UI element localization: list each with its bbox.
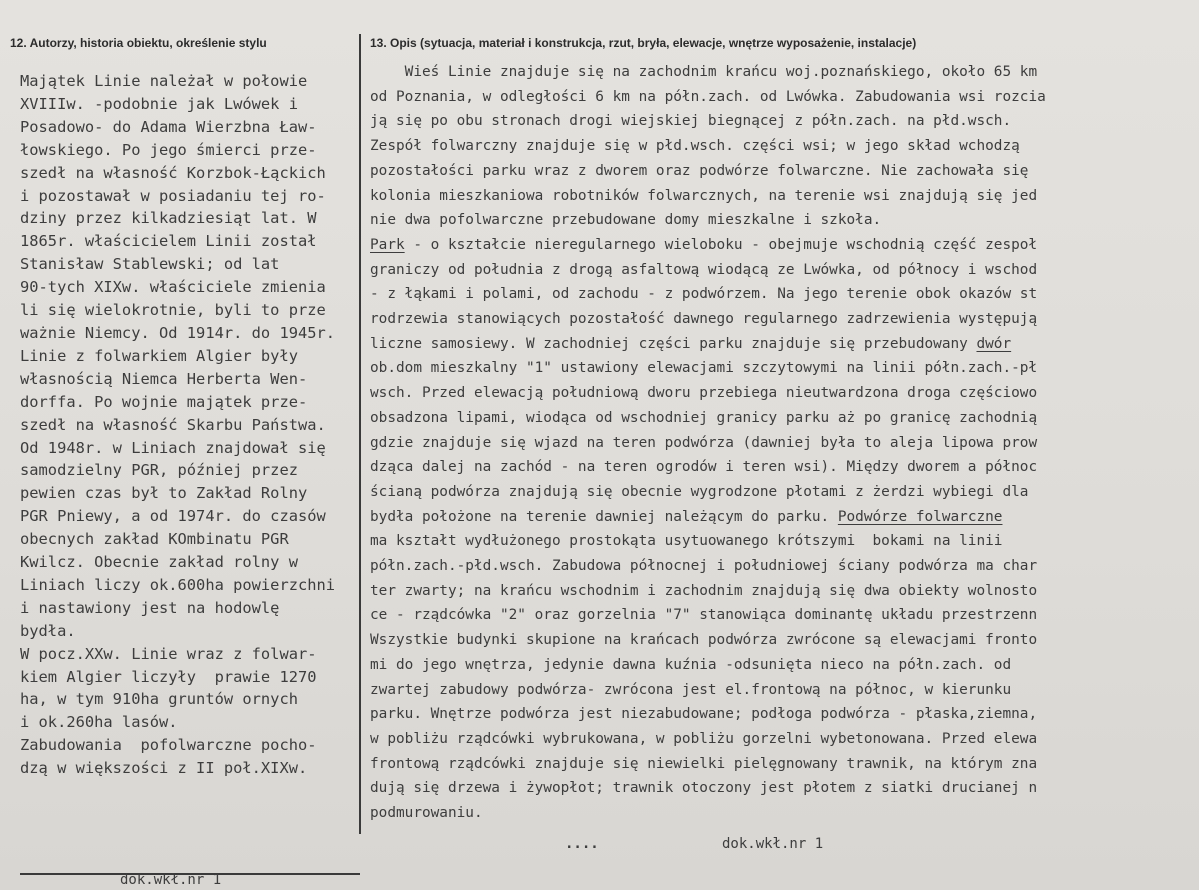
text-segment: półn.zach.-płd.wsch. Zabudowa północnej i południowej ściany podwórza ma char: [370, 558, 1038, 575]
text-line: [370, 702, 1199, 727]
text-line: obecnych zakład KOmbinatu PGR: [20, 530, 289, 549]
text-segment: ma kształt wydłużonego prostokąta usytuowanego krótszymi bokami na linii: [370, 533, 1003, 550]
text-segment: ce - rządcówka "2" oraz gorzelnia "7" stanowiąca dominantę układu przestrzenn: [370, 607, 1038, 624]
text-line: [370, 455, 1199, 480]
text-line: [370, 776, 1199, 801]
text-segment: dząca dalej na zachód - na teren ogrodów i teren wsi). Między dworem a północ: [370, 459, 1038, 476]
text-line: [370, 109, 1199, 134]
text-line: [370, 159, 1199, 184]
text-line: i ok.260ha lasów.: [20, 713, 178, 732]
text-segment: rodrzewia stanowiących pozostałość dawnego regularnego zadrzewienia występują: [370, 311, 1038, 328]
text-segment: mi do jego wnętrza, jedynie dawna kuźnia -odsunięta nieco na półn.zach. od: [370, 656, 1012, 673]
text-segment: dują się drzewa i żywopłot; trawnik otoczony jest płotem z siatki drucianej n: [370, 780, 1038, 797]
text-segment: nie dwa pofolwarczne przebudowane domy mieszkalne i szkoła.: [370, 212, 882, 229]
text-line: Stanisław Stablewski; od lat: [20, 255, 280, 274]
text-line: [370, 579, 1199, 604]
text-line: [370, 356, 1199, 381]
text-line: [370, 480, 1199, 505]
text-segment: Wszystkie budynki skupione na krańcach podwórza zwrócone są elewacjami fronto: [370, 632, 1038, 649]
history-text-column: [20, 70, 358, 780]
document-reference-left: dok.wkł.nr 1: [120, 872, 222, 888]
text-line: [370, 653, 1199, 678]
text-line: 1865r. właścicielem Linii został: [20, 232, 317, 251]
text-line: Majątek Linie należał w połowie: [20, 72, 308, 90]
text-line: pewien czas był to Zakład Rolny: [20, 484, 308, 503]
text-line: [370, 381, 1199, 406]
text-line: Zabudowania pofolwarczne pocho-: [20, 736, 317, 755]
text-line: [370, 208, 1199, 233]
text-segment: w pobliżu rządcówki wybrukowana, w pobliżu gorzelni wybetonowana. Przed elewa: [370, 730, 1038, 747]
text-segment: liczne samosiewy. W zachodniej części parku znajduje się przebudowany: [370, 335, 977, 352]
text-line: Kwilcz. Obecnie zakład rolny w: [20, 553, 298, 572]
underlined-heading: dwór: [976, 335, 1012, 352]
text-segment: zwartej zabudowy podwórza- zwrócona jest el.frontową na północ, w kierunku: [370, 681, 1012, 698]
text-line: ważnie Niemcy. Od 1914r. do 1945r.: [20, 323, 336, 342]
text-line: [370, 134, 1199, 159]
text-line: szedł na własność Skarbu Państwa.: [20, 415, 326, 434]
text-line: [370, 282, 1199, 307]
text-segment: ją się po obu stronach drogi wiejskiej biegnącej z półn.zach. na płd.wsch.: [370, 113, 1012, 130]
text-line: i pozostawał w posiadaniu tej ro-: [20, 186, 326, 205]
column-divider: [359, 34, 361, 834]
text-line: dziny przez kilkadziesiąt lat. W: [20, 209, 317, 228]
text-line: [370, 505, 1199, 530]
section-13-heading: 13. Opis (sytuacja, materiał i konstrukcja, rzut, bryła, elewacje, wnętrze wyposażenie, instalacje): [370, 36, 917, 50]
text-segment: Wieś Linie znajduje się na zachodnim krańcu woj.poznańskiego, około 65 km: [370, 64, 1038, 80]
text-line: Liniach liczy ok.600ha powierzchni: [20, 575, 336, 594]
text-segment: kolonia mieszkaniowa robotników folwarcznych, na terenie wsi znajdują się jed: [370, 187, 1038, 204]
text-line: [370, 431, 1199, 456]
text-line: samodzielny PGR, później przez: [20, 461, 298, 480]
text-segment: parku. Wnętrze podwórza jest niezabudowane; podłoga podwórza - płaska,ziemna,: [370, 706, 1038, 723]
text-line: 90-tych XIXw. właściciele zmienia: [20, 278, 326, 297]
text-line: dzą w większości z II poł.XIXw.: [20, 759, 308, 778]
text-line: XVIIIw. -podobnie jak Lwówek i: [20, 94, 298, 113]
document-reference-right: dok.wkł.nr 1: [722, 836, 824, 852]
text-segment: frontową rządcówki znajduje się niewielki pielęgnowany trawnik, na którym zna: [370, 755, 1038, 772]
text-segment: podmurowaniu.: [370, 805, 483, 822]
text-line: własnością Niemca Herberta Wen-: [20, 369, 308, 388]
text-segment: - o kształcie nieregularnego wieloboku - obejmuje wschodnią część zespoł: [404, 236, 1038, 253]
text-line: [370, 801, 1199, 826]
text-segment: Zespół folwarczny znajduje się w płd.wsch. części wsi; w jego skład wchodzą: [370, 138, 1020, 155]
text-segment: wsch. Przed elewacją południową dworu przebiega nieutwardzona droga częściowo: [370, 385, 1038, 402]
text-line: [370, 258, 1199, 283]
text-line: bydła.: [20, 621, 76, 640]
text-line: [370, 184, 1199, 209]
text-segment: obsadzona lipami, wiodąca od wschodniej granicy parku aż po granicę zachodnią: [370, 409, 1038, 426]
text-line: [370, 554, 1199, 579]
text-segment: od Poznania, w odległości 6 km na półn.zach. od Lwówka. Zabudowania wsi rozcia: [370, 88, 1046, 105]
text-line: [370, 752, 1199, 777]
text-segment: gdzie znajduje się wjazd na teren podwórza (dawniej była to aleja lipowa prow: [370, 434, 1038, 451]
text-line: PGR Pniewy, a od 1974r. do czasów: [20, 507, 326, 526]
text-line: [370, 678, 1199, 703]
text-line: i nastawiony jest na hodowlę: [20, 598, 280, 617]
text-line: łowskiego. Po jego śmierci prze-: [20, 140, 317, 159]
text-line: W pocz.XXw. Linie wraz z folwar-: [20, 644, 317, 663]
text-line: ha, w tym 910ha gruntów ornych: [20, 690, 298, 709]
description-text-column: [370, 60, 1199, 826]
text-line: [370, 603, 1199, 628]
text-line: [370, 406, 1199, 431]
underlined-heading: Podwórze folwarczne: [837, 508, 1003, 525]
text-segment: bydła położone na terenie dawniej należącym do parku.: [370, 508, 838, 525]
text-segment: ob.dom mieszkalny "1" ustawiony elewacjami szczytowymi na linii półn.zach.-pł: [370, 360, 1038, 377]
text-segment: pozostałości parku wraz z dworem oraz podwórze folwarczne. Nie zachowała się: [370, 162, 1029, 179]
text-line: Linie z folwarkiem Algier były: [20, 346, 298, 365]
text-line: [370, 233, 1199, 258]
text-line: [370, 332, 1199, 357]
text-segment: ter zwarty; na krańcu wschodnim i zachodnim znajdują się dwa obiekty wolnosto: [370, 582, 1038, 599]
text-line: dorffa. Po wojnie majątek prze-: [20, 392, 308, 411]
text-line: [370, 307, 1199, 332]
text-segment: ścianą podwórza znajdują się obecnie wygrodzone płotami z żerdzi wybiegi dla: [370, 483, 1029, 500]
ellipsis-marks: ....: [565, 836, 599, 852]
underlined-heading: Park: [370, 236, 405, 253]
text-line: [370, 60, 1199, 85]
text-line: szedł na własność Korzbok-Łąckich: [20, 163, 326, 182]
text-line: Od 1948r. w Liniach znajdował się: [20, 438, 326, 457]
text-line: [370, 85, 1199, 110]
text-line: [370, 529, 1199, 554]
text-line: [370, 727, 1199, 752]
text-line: [370, 628, 1199, 653]
text-line: Posadowo- do Adama Wierzbna Ław-: [20, 117, 317, 136]
section-12-heading: 12. Autorzy, historia obiektu, określenie stylu: [10, 36, 267, 50]
text-segment: graniczy od południa z drogą asfaltową wiodącą ze Lwówka, od północy i wschod: [370, 261, 1038, 278]
text-segment: - z łąkami i polami, od zachodu - z podwórzem. Na jego terenie obok okazów st: [370, 286, 1038, 303]
text-line: li się wielokrotnie, byli to prze: [20, 301, 326, 320]
text-line: kiem Algier liczyły prawie 1270: [20, 667, 317, 686]
